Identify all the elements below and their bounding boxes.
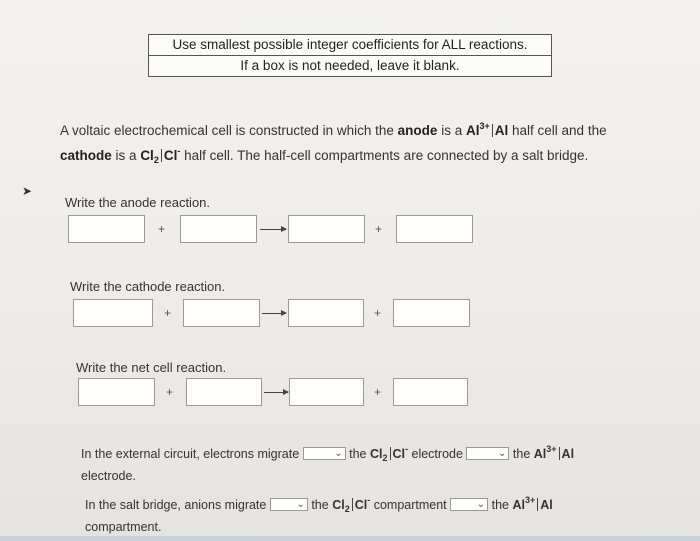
mouse-pointer-icon: ➤ (22, 184, 33, 198)
instructions-line-2: If a box is not needed, leave it blank. (240, 58, 460, 73)
net-reactant-1-input[interactable] (78, 378, 155, 406)
cathode-reactant-1-input[interactable] (73, 299, 153, 327)
bottom-bar (0, 536, 700, 541)
anode-product-1-input[interactable] (288, 215, 365, 243)
anode-half-cell: $Al^{3+}$ Al (465, 121, 509, 138)
anode-reaction-label: Write the anode reaction. (65, 195, 211, 210)
cathode-product-2-input[interactable] (393, 299, 470, 327)
cathode-word: cathode (60, 148, 112, 163)
plus-sign: + (375, 222, 383, 236)
chevron-down-icon: ⌄ (296, 499, 305, 510)
external-circuit-sentence: In the external circuit, electrons migrate ⌄ the $Cl_2$ Cl- electrode ⌄ the $Al^{3+}$ Al electrode. (81, 444, 575, 483)
anode-reactant-1-input[interactable] (68, 215, 145, 243)
anion-destination-dropdown[interactable] (450, 498, 488, 511)
instructions-line-1: Use smallest possible integer coefficients for ALL reactions. (149, 35, 551, 56)
al-half-cell: $Al^{3+}$ Al (512, 495, 553, 512)
reaction-arrow (260, 229, 286, 230)
chevron-down-icon: ⌄ (334, 448, 343, 459)
plus-sign: + (164, 306, 172, 320)
cl2-cl-half-cell: $Cl_2$ Cl- (332, 495, 371, 514)
cathode-half-cell: $Cl_2$ Cl- (140, 146, 181, 165)
anion-direction-dropdown[interactable] (270, 498, 308, 511)
plus-sign: + (166, 385, 174, 399)
net-product-2-input[interactable] (393, 378, 468, 406)
al-half-cell: $Al^{3+}$ Al (533, 444, 575, 461)
problem-statement: A voltaic electrochemical cell is constructed in which the anode is a $Al^{3+}$ Al half cell and the cathode is a $Cl_2$ Cl- half cell. The half-cell compartments are connected by a salt bridge. (60, 121, 607, 165)
cathode-product-1-input[interactable] (288, 299, 364, 327)
anode-product-2-input[interactable] (396, 215, 473, 243)
reaction-arrow (262, 313, 286, 314)
plus-sign: + (158, 222, 166, 236)
net-reactant-2-input[interactable] (186, 378, 262, 406)
anode-reactant-2-input[interactable] (180, 215, 257, 243)
plus-sign: + (374, 306, 382, 320)
plus-sign: + (374, 385, 382, 399)
net-product-1-input[interactable] (289, 378, 364, 406)
cl2-cl-half-cell: $Cl_2$ Cl- (370, 444, 409, 463)
net-reaction-label: Write the net cell reaction. (76, 360, 227, 375)
anode-word: anode (397, 123, 438, 138)
reaction-arrow (264, 392, 288, 393)
salt-bridge-sentence: In the salt bridge, anions migrate ⌄ the $Cl_2$ Cl- compartment ⌄ the $Al^{3+}$ Al compartment. (85, 495, 553, 534)
electron-destination-dropdown[interactable] (466, 447, 509, 460)
chevron-down-icon: ⌄ (498, 448, 507, 459)
electron-direction-dropdown[interactable] (303, 447, 346, 460)
cathode-reactant-2-input[interactable] (183, 299, 260, 327)
chevron-down-icon: ⌄ (476, 499, 486, 510)
cathode-reaction-label: Write the cathode reaction. (70, 279, 226, 294)
instructions-box (148, 34, 552, 77)
